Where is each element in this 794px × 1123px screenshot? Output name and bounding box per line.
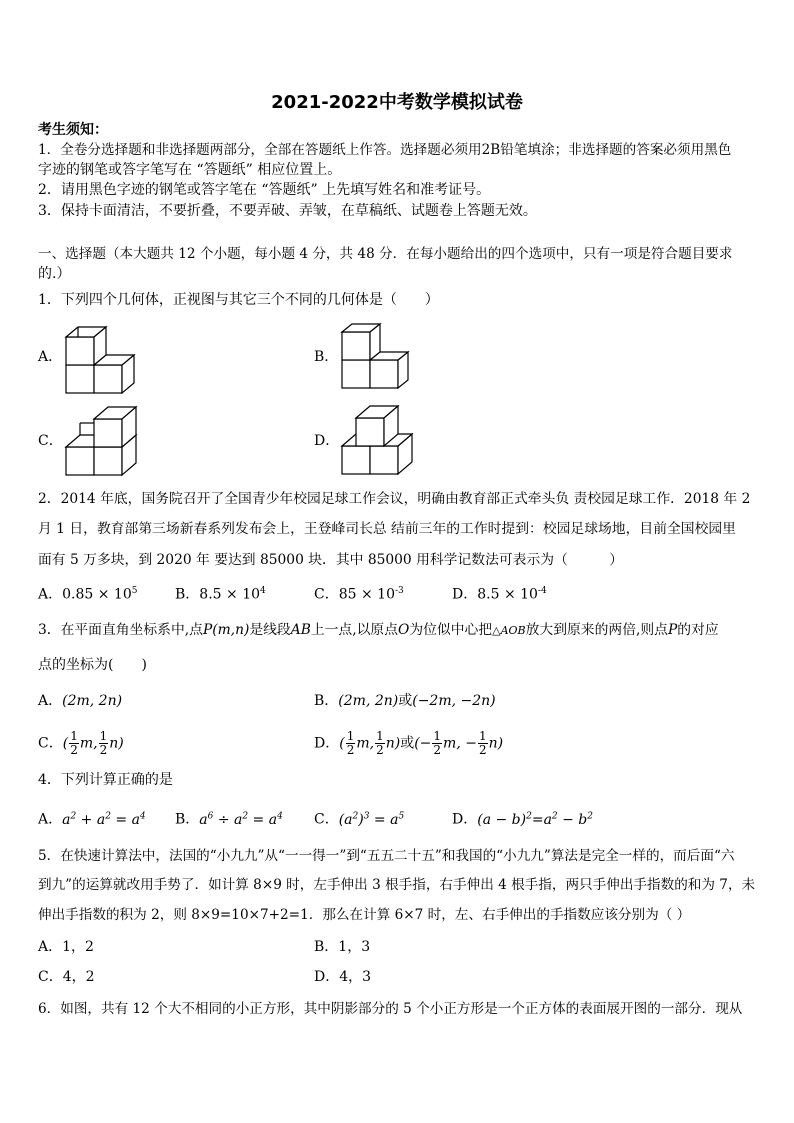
notice-item: 1．全卷分选择题和非选择题两部分，全部在答题纸上作答。选择题必须用2B铅笔填涂；非选择题的答案必须用黑色 [38, 142, 732, 158]
q1-option-a-label: A． [38, 349, 63, 365]
q2-option-a: A．$0.85 \times 10^5$ [38, 586, 138, 603]
q3-option-a: A．(2m, 2n) [38, 693, 123, 709]
q5-option-d: D．4，3 [314, 969, 372, 985]
q2-option-b: B．$8.5 \times 10^4$ [175, 586, 266, 603]
q4-option-b: B．$a^6 \div a^2 = a^4$ [175, 811, 283, 828]
q2-option-c: C．$85 \times 10^{-3}$ [314, 586, 404, 603]
section-header-cont: 的.） [38, 266, 71, 282]
notice-item: 3．保持卡面清洁，不要折叠，不要弄破、弄皱，在草稿纸、试题卷上答题无效。 [38, 203, 537, 219]
question-2-line: 月 1 日，教育部第三场新春系列发布会上，王登峰司长总 结前三年的工作时提到：校园足球场地，目前全国校园里 [38, 521, 736, 537]
notice-item: 字迹的钢笔或答字笔写在 “答题纸” 相应位置上。 [38, 162, 342, 178]
q1-option-c-figure [64, 403, 144, 479]
section-header: 一、选择题（本大题共 12 个小题，每小题 4 分，共 48 分．在每小题给出的四个选项中，只有一项是符合题目要求 [38, 246, 733, 262]
question-4-stem: 4．下列计算正确的是 [38, 772, 173, 788]
q1-option-d-figure [340, 402, 420, 478]
question-2-line: 2．2014 年底，国务院召开了全国青少年校园足球工作会议，明确由教育部正式牵头负 责校园足球工作．2018 年 2 [38, 491, 751, 507]
question-1-stem: 1．下列四个几何体，正视图与其它三个不同的几何体是（ ） [38, 292, 439, 308]
question-5-line: 到九”的运算就改用手势了．如计算 8×9 时，左手伸出 3 根手指，右手伸出 4 根手指，两只手伸出手指数的和为 7，未 [38, 877, 756, 893]
notice-heading: 考生须知： [38, 122, 108, 138]
question-3-stem: 3．在平面直角坐标系中,点P(m,n)是线段AB上一点,以原点O为位似中心把△AOB放大到原来的两倍,则点P的对应 [38, 622, 719, 638]
q4-option-d: D．$(a - b)^2=a^2 - b^2$ [452, 811, 593, 828]
question-6-line: 6．如图，共有 12 个大不相同的小正方形，其中阴影部分的 5 个小正方形是一个正方体的表面展开图的一部分．现从 [38, 1001, 743, 1017]
q4-option-a: A．$a^2 + a^2 = a^4$ [38, 811, 146, 828]
q4-option-c: C．$(a^2)^3 = a^5$ [314, 811, 405, 828]
notice-item: 2．请用黑色字迹的钢笔或答字笔在 “答题纸” 上先填写姓名和准考证号。 [38, 182, 491, 198]
q1-option-b-figure [340, 322, 412, 390]
q3-option-c: C．( $\frac{1}{2}$ m, $\frac{1}{2}$ n) [38, 729, 124, 757]
q1-option-a-figure [64, 319, 144, 395]
question-2-line: 面有 5 万多块，到 2020 年 要达到 85000 块．其中 85000 用科学记数法可表示为（ ） [38, 552, 624, 568]
q1-option-c-label: C． [38, 433, 63, 449]
q2-option-d: D．$8.5 \times 10^{-4}$ [452, 586, 547, 603]
question-5-line: 5．在快速计算法中，法国的“小九九”从“一一得一”到“五五二十五”和我国的“小九九”算法是完全一样的，而后面“六 [38, 848, 735, 864]
question-3-stem-cont: 点的坐标为( ) [38, 657, 147, 673]
q3-option-b: B．(2m, 2n)或(−2m, −2n) [314, 693, 496, 709]
q1-option-b-label: B． [314, 349, 339, 365]
q1-option-d-label: D． [314, 433, 340, 449]
page-title: 2021-2022中考数学模拟试卷 [271, 92, 523, 113]
q3-option-d: D．( $\frac{1}{2}$ m, $\frac{1}{2}$ n)或(− $\frac{1}{2}$ m, − $\frac{1}{2}$ n) [314, 729, 504, 757]
q5-option-b: B．1，3 [314, 939, 371, 955]
question-5-line: 伸出手指数的积为 2，则 8×9=10×7+2=1．那么在计算 6×7 时，左、右手伸出的手指数应该分别为（ ） [38, 907, 691, 923]
q5-option-a: A．1，2 [38, 939, 94, 955]
q5-option-c: C．4，2 [38, 969, 95, 985]
